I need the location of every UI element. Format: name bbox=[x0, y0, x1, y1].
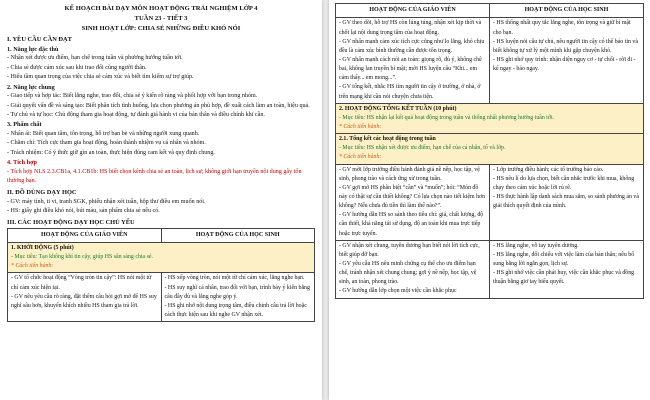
cell-text: - HS luyện nói câu tự chủ, nêu người tin cậy có thể báo tin và biết không tự xử lý một mình khi gặp chuyện khó. bbox=[493, 38, 638, 54]
cell-text: - HS lắng nghe, vỗ tay tuyên dương. bbox=[493, 242, 579, 249]
section-cell bbox=[8, 243, 315, 273]
cell-text: - HS ghi nhớ việc cần phát huy, việc cần khắc phục và đồng thuận bằng giơ tay biểu quyết. bbox=[493, 270, 635, 286]
cell-text: - GV tổng kết, nhắc HS tìm người tin cậy ở trường, ở nhà, ở trên mạng khi cần nói chuyện chưa tiện. bbox=[339, 84, 481, 100]
section-title: 1. KHỞI ĐỘNG (5 phút) bbox=[11, 245, 74, 251]
section-cell bbox=[336, 134, 644, 164]
cell-text: - HS nêu lí do lựa chọn, biết cân nhắc trước khi mua, không chạy theo cảm xúc hoặc lời rủ rê. bbox=[493, 175, 635, 191]
cell-text: - HS suy nghĩ cá nhân, trao đổi với bạn, trình bày ý kiến bằng câu đầy đủ và lắng nghe góp ý. bbox=[164, 284, 310, 300]
table-section-row bbox=[336, 103, 644, 133]
subsection-heading: 2. Năng lực chung bbox=[7, 83, 55, 91]
cell-text: - HS xếp vòng tròn, nói một từ chỉ cảm xúc, lắng nghe bạn. bbox=[164, 275, 305, 282]
list-item: - Giải quyết vấn đề và sáng tạo: Biết phân tích tình huống, lựa chọn phương án phù hợp, đề xuất cách làm an toàn, hiệu quả. bbox=[7, 102, 310, 109]
section-title: 2. HOẠT ĐỘNG TỔNG KẾT TUẦN (10 phút) bbox=[339, 105, 457, 112]
cell-text: - HS lắng nghe, đối chiếu với việc làm của bản thân; nêu bổ sung bằng lời ngắn gọn, lịch sự. bbox=[493, 251, 635, 267]
list-item: - Hiểu tầm quan trọng của việc chia sẻ cảm xúc và biết tìm kiếm sự trợ giúp. bbox=[7, 74, 194, 81]
cell-text: - GV theo dõi, hỗ trợ HS còn lúng túng, nhận xét kịp thời và chốt lại nội dung trọng tâm của hoạt động. bbox=[339, 20, 482, 36]
doc-week: TUẦN 23 - TIẾT 3 bbox=[134, 14, 188, 22]
section-method: * Cách tiến hành: bbox=[11, 263, 54, 270]
cell-text: - GV nhận xét chung, tuyên dương bạn biết nói lời tích cực, biết giúp đỡ bạn. bbox=[339, 242, 480, 258]
subsection-heading: 4. Tích hợp bbox=[7, 159, 37, 167]
cell-text: - GV nêu yêu cầu rõ ràng, đặt thêm câu hỏi gợi mở để HS suy nghĩ sâu hơn, khuyến khích nhiều HS tham gia trả lời. bbox=[11, 293, 157, 309]
list-item: - Trách nhiệm: Có ý thức giữ gìn an toàn, thực hiện đúng cam kết và quy định chung. bbox=[7, 149, 215, 156]
student-cell bbox=[490, 240, 644, 298]
column-header-teacher: HOẠT ĐỘNG CỦA GIÁO VIÊN bbox=[336, 4, 490, 18]
student-cell bbox=[490, 164, 644, 240]
teacher-cell bbox=[336, 240, 490, 298]
activity-table bbox=[7, 228, 315, 323]
list-item: - Chia sẻ được cảm xúc sau khi trao đổi cùng người thân. bbox=[7, 64, 147, 71]
integration-note: - Tích hợp NLS 2.3.CB1a, 4.1.CB1b: HS biết chọn kênh chia sẻ an toàn, lịch sự; không giới hạn truyền nội dung gây tổn thương bạn. bbox=[7, 168, 302, 185]
table-header-row bbox=[336, 4, 644, 18]
section-heading: III. CÁC HOẠT ĐỘNG DẠY HỌC CHỦ YẾU bbox=[7, 218, 135, 226]
list-item: - HS: giấy ghi điều khó nói, bút màu, sản phẩm chia sẻ nếu có. bbox=[7, 208, 160, 215]
subsection-heading: 1. Năng lực đặc thù bbox=[7, 45, 59, 53]
activity-table bbox=[335, 3, 644, 299]
column-header-student: HOẠT ĐỘNG CỦA HỌC SINH bbox=[490, 4, 644, 18]
section-goal: - Mục tiêu: HS nhận xét được ưu điểm, hạn chế của cá nhân, tổ và lớp. bbox=[339, 145, 506, 152]
section-goal: - Mục tiêu: HS nhận lại kết quả hoạt động trong tuần và thống nhất phương hướng tuần tới. bbox=[339, 114, 555, 121]
document-page-left bbox=[0, 0, 322, 400]
cell-text: - Lớp trưởng điều hành; các tổ trưởng báo cáo. bbox=[493, 166, 604, 173]
section-heading: II. ĐỒ DÙNG DẠY HỌC bbox=[7, 188, 77, 196]
cell-text: - GV nhấn mạnh cách nói an toàn: giọng rõ, đủ ý, không chê bai, không lan truyền bí mật; mời HS luyện câu “Khi... em cảm thấy... em mong...”. bbox=[339, 57, 482, 82]
table-section-row bbox=[336, 134, 644, 164]
student-cell bbox=[161, 273, 315, 322]
teacher-cell bbox=[8, 273, 162, 322]
cell-text: - GV gợi mở HS phân biệt “cần” và “muốn”; hỏi: “Món đồ này có thật sự cần thiết không? Có lựa chọn nào tiết kiệm hơn không? Nếu chưa đủ tiền thì làm thế nào?”. bbox=[339, 184, 486, 210]
document-page-right bbox=[329, 0, 650, 400]
list-item: - Tự chủ và tự học: Chủ động tham gia hoạt động, tự đánh giá hành vi của bản thân và điều chỉnh khi cần. bbox=[7, 112, 265, 118]
cell-text: - HS thực hành lập danh sách mua sắm, so sánh phương án và giải thích quyết định của mình. bbox=[493, 193, 639, 210]
section-heading: I. YÊU CẦU CẦN ĐẠT bbox=[7, 35, 72, 43]
table-section-row bbox=[8, 243, 315, 273]
cell-text: - GV mời lớp trưởng điều hành đánh giá nề nếp, học tập, vệ sinh, phong trào và cách ứng xử trong tuần. bbox=[339, 166, 480, 182]
student-cell bbox=[490, 18, 644, 103]
column-header-teacher: HOẠT ĐỘNG CỦA GIÁO VIÊN bbox=[8, 228, 162, 242]
list-item: - Nhân ái: Biết quan tâm, tôn trọng, hỗ trợ bạn bè và những người xung quanh. bbox=[7, 131, 200, 138]
cell-text: - HS ghi nhớ quy trình: nhận diện nguy cơ - tự chối - rời đi - kể ngay - báo ngay. bbox=[493, 57, 636, 73]
table-row bbox=[336, 18, 644, 103]
column-header-student: HOẠT ĐỘNG CỦA HỌC SINH bbox=[161, 228, 315, 242]
table-row bbox=[8, 273, 315, 322]
teacher-cell bbox=[336, 164, 490, 240]
table-header-row bbox=[8, 228, 315, 242]
table-row bbox=[336, 164, 644, 240]
table-row bbox=[336, 240, 644, 298]
cell-text: - GV yêu cầu HS nêu minh chứng cụ thể cho ưu điểm hạn chế, tránh nhận xét chung chung; gợi ý nề nếp, học tập, vệ sinh, an toàn, phong trào. bbox=[339, 260, 477, 286]
cell-text: - GV hướng dẫn HS so sánh theo tiêu chí: giá, chất lượng, độ cần thiết, khả năng tái sử dụng, độ an toàn khi mua trực tiếp hoặc trực tuyến. bbox=[339, 212, 484, 237]
list-item: - GV: máy tính, ti vi, tranh SGK, phiếu nhận xét tuần, hộp thư điều em muốn nói. bbox=[7, 198, 206, 205]
section-goal: - Mục tiêu: Tạo không khí tin cậy, giúp HS sẵn sàng chia sẻ. bbox=[11, 254, 154, 261]
doc-title: KẾ HOẠCH BÀI DẠY MÔN HOẠT ĐỘNG TRẢI NGHIỆM LỚP 4 bbox=[64, 5, 258, 12]
cell-text: - GV hướng dẫn lớp chọn một việc cần khắc phục bbox=[339, 288, 457, 295]
teacher-cell bbox=[336, 18, 490, 103]
section-method: * Cách tiến hành: bbox=[339, 123, 382, 130]
cell-text: - GV nhấn mạnh cảm xúc tích cực cũng như lo lắng, khó chịu đều là cảm xúc bình thường cần được tôn trọng. bbox=[339, 38, 485, 54]
list-item: - Giao tiếp và hợp tác: Biết lắng nghe, trao đổi, chia sẻ ý kiến rõ ràng và phối hợp với bạn trong nhóm. bbox=[7, 93, 258, 100]
doc-lesson: SINH HOẠT LỚP: CHIA SẺ NHỮNG ĐIỀU KHÓ NÓI bbox=[81, 24, 241, 32]
section-method: * Cách tiến hành: bbox=[339, 154, 382, 161]
cell-text: - GV tổ chức hoạt động “Vòng tròn tin cậy”: HS nói một từ chỉ cảm xúc hiện tại. bbox=[11, 275, 152, 291]
cell-text: - HS thống nhất quy tắc lắng nghe, tôn trọng và giữ bí mật cho bạn. bbox=[493, 20, 631, 36]
subsection-heading: 3. Phẩm chất bbox=[7, 121, 42, 129]
list-item: - Chăm chỉ: Tích cực tham gia hoạt động, hoàn thành nhiệm vụ cá nhân và nhóm. bbox=[7, 140, 206, 147]
section-cell bbox=[336, 103, 644, 133]
section-title: 2.1. Tổng kết các hoạt động trong tuần bbox=[339, 136, 436, 143]
list-item: - Nhận xét được ưu điểm, hạn chế trong tuần và phương hướng tuần tới. bbox=[7, 55, 183, 62]
cell-text: - HS ghi nhớ nội dung trọng tâm, điều chỉnh câu trả lời hoặc cách thực hiện sau khi nghe GV nhận xét. bbox=[164, 302, 307, 318]
